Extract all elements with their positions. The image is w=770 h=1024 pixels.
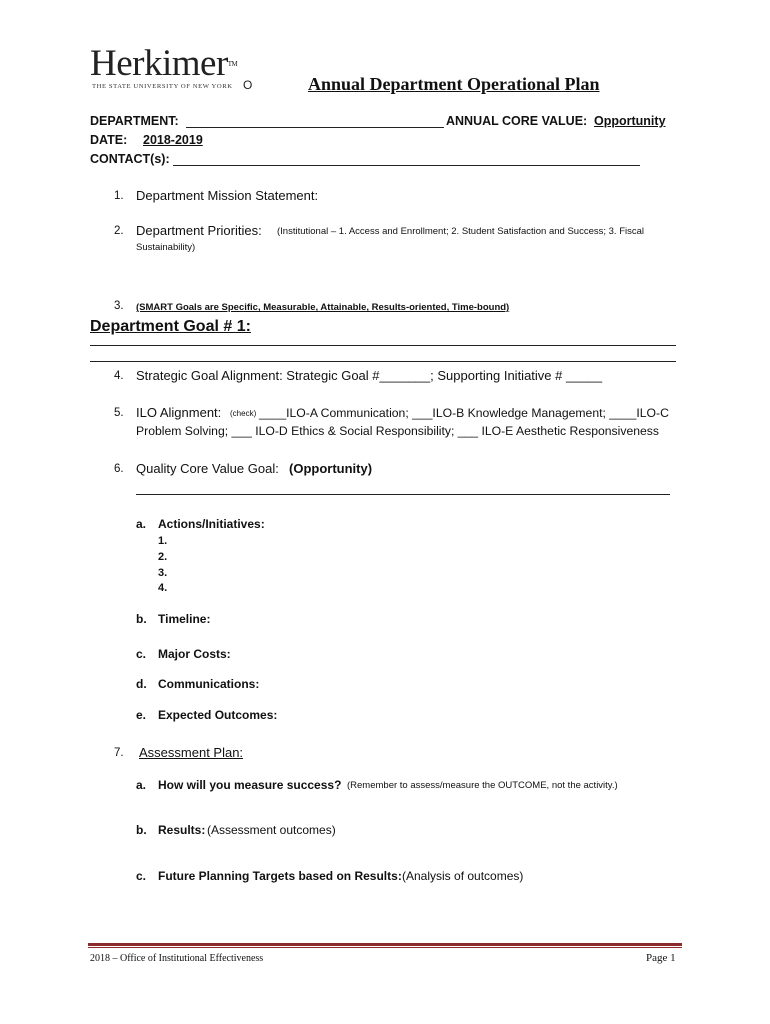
priorities-note: (Institutional – 1. Access and Enrollment; 2. Student Satisfaction and Success; 3. Fiscal <box>277 226 644 237</box>
priorities-note-cont: Sustainability) <box>136 242 196 253</box>
communications-label: Communications: <box>158 677 260 691</box>
mission-statement-label: Department Mission Statement: <box>136 188 319 203</box>
results-letter: b. <box>136 823 147 837</box>
results-note: (Assessment outcomes) <box>207 823 336 837</box>
quality-goal-label: Quality Core Value Goal: <box>136 461 279 476</box>
footer-divider-thin <box>88 947 682 948</box>
targets-label: Future Planning Targets based on Results: <box>158 869 402 883</box>
goal-line-2[interactable] <box>90 361 676 362</box>
ilo-alignment-label: ILO Alignment: <box>136 405 222 420</box>
page-title: Annual Department Operational Plan <box>308 74 600 94</box>
strategic-alignment-label: Strategic Goal Alignment: Strategic Goal #_______; Supporting Initiative # _____ <box>136 368 603 383</box>
item-1-number: 1. <box>114 190 124 202</box>
item-4-number: 4. <box>114 370 124 382</box>
logo-wordmark: Herkimer <box>90 43 228 84</box>
actions-letter: a. <box>136 517 147 531</box>
ilo-options-line-1: ____ILO-A Communication; ___ILO-B Knowledge Management; ____ILO-C <box>259 406 669 420</box>
item-7-number: 7. <box>114 747 124 759</box>
department-label: DEPARTMENT: <box>90 114 179 128</box>
footer-office: 2018 – Office of Institutional Effectiveness <box>90 953 264 964</box>
core-value: Opportunity <box>594 114 666 128</box>
item-5-number: 5. <box>114 407 124 419</box>
action-item: 4. <box>158 582 168 594</box>
department-field[interactable] <box>186 127 444 128</box>
date-label: DATE: <box>90 133 128 147</box>
department-goal-heading: Department Goal # 1: <box>90 318 251 335</box>
timeline-letter: b. <box>136 612 147 626</box>
targets-note: (Analysis of outcomes) <box>402 869 524 883</box>
measure-note: (Remember to assess/measure the OUTCOME, not the activity.) <box>347 780 618 791</box>
page-number: Page 1 <box>646 952 676 964</box>
logo-subtitle: THE STATE UNIVERSITY OF NEW YORK <box>92 83 233 90</box>
priorities-label: Department Priorities: <box>136 223 262 238</box>
costs-label: Major Costs: <box>158 647 231 661</box>
measure-letter: a. <box>136 778 147 792</box>
costs-letter: c. <box>136 647 147 661</box>
logo-tm: TM <box>227 60 238 68</box>
ilo-options-line-2: Problem Solving; ___ ILO-D Ethics & Social Responsibility; ___ ILO-E Aesthetic Responsiveness <box>136 424 659 438</box>
item-2-number: 2. <box>114 225 124 237</box>
item-6-number: 6. <box>114 463 124 475</box>
ilo-check-note: (check) <box>230 409 257 418</box>
assessment-plan-label: Assessment Plan: <box>139 745 244 760</box>
contact-field[interactable] <box>173 165 640 166</box>
quality-goal-value: (Opportunity) <box>289 461 373 476</box>
communications-letter: d. <box>136 677 147 691</box>
actions-label: Actions/Initiatives: <box>158 517 265 531</box>
logo-circle-mark: O <box>243 78 253 92</box>
date-value: 2018-2019 <box>143 133 203 147</box>
action-item: 3. <box>158 567 168 579</box>
core-value-label: ANNUAL CORE VALUE: <box>446 114 588 128</box>
measure-label: How will you measure success? <box>158 778 342 792</box>
outcomes-label: Expected Outcomes: <box>158 708 278 722</box>
results-label: Results: <box>158 823 206 837</box>
action-item: 2. <box>158 551 168 563</box>
outcomes-letter: e. <box>136 708 147 722</box>
item-3-number: 3. <box>114 300 124 312</box>
contact-label: CONTACT(s): <box>90 152 170 166</box>
footer-divider <box>88 943 682 946</box>
action-item: 1. <box>158 535 168 547</box>
college-logo <box>90 44 237 84</box>
targets-letter: c. <box>136 869 147 883</box>
timeline-label: Timeline: <box>158 612 211 626</box>
quality-goal-line[interactable] <box>136 494 670 495</box>
smart-goals-note: (SMART Goals are Specific, Measurable, Attainable, Results-oriented, Time-bound) <box>136 302 510 313</box>
goal-line-1[interactable] <box>90 345 676 346</box>
